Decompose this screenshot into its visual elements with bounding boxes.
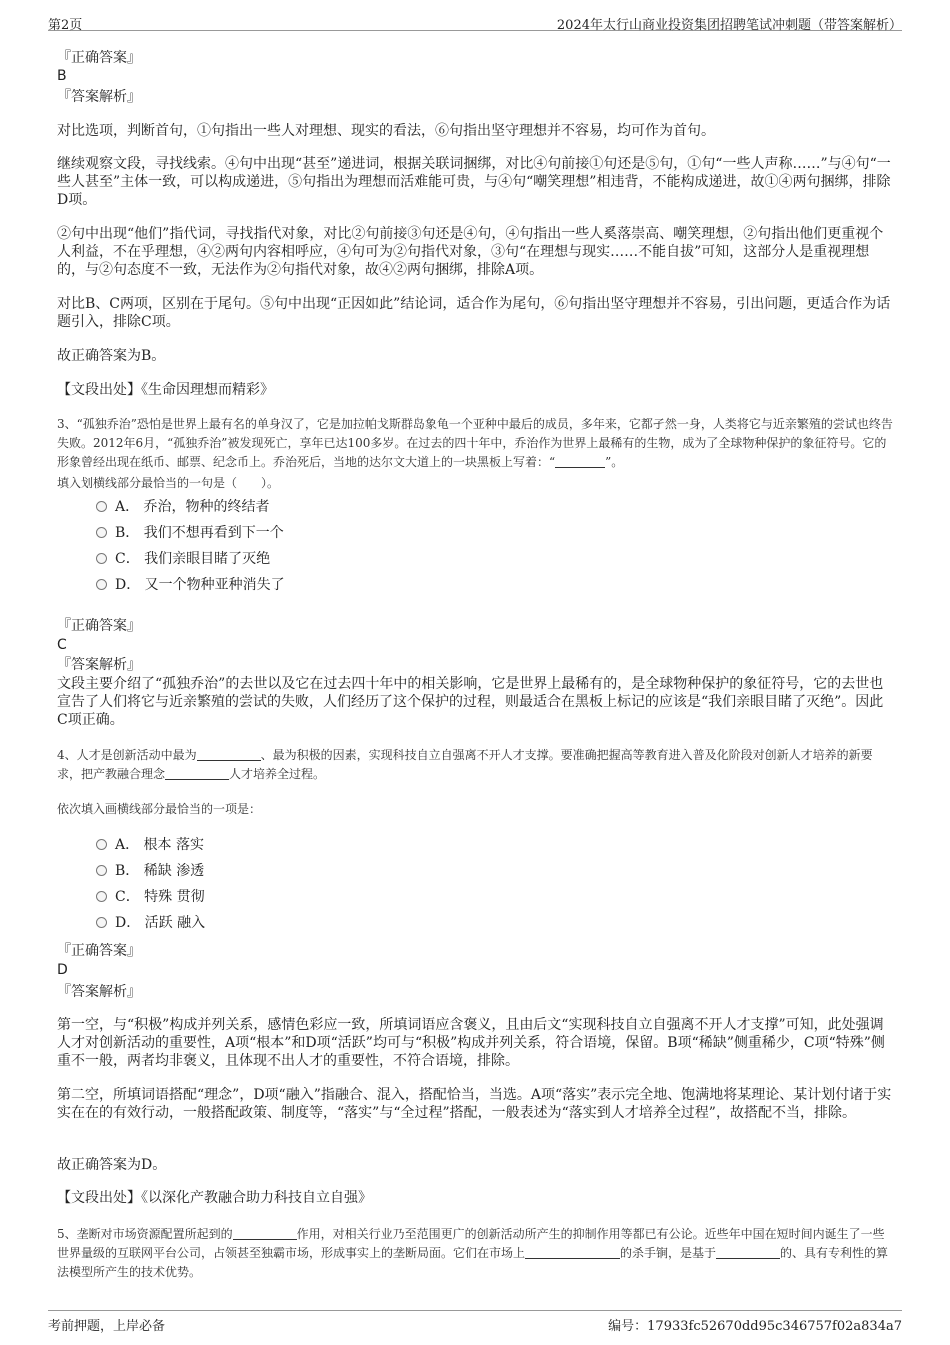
radio-icon[interactable] (96, 891, 107, 902)
analysis-paragraph: ②句中出现“他们”指代词，寻找指代对象，对比②句前接③句还是④句，④句指出一些人奚落崇高、嘲笑理想，②句指出他们更重视个人利益，不在乎理想，④②两句内容相呼应，④句可为②句指代对象，③句“在理想与现实……不能自拔”可知，这部分人是重视理想的，与②句态度不一致，无法作为②句指代对象，故④②两句捆绑，排除A项。 (57, 226, 884, 278)
radio-icon[interactable] (96, 917, 107, 928)
conclusion: 故正确答案为D。 (57, 1157, 167, 1173)
question-instruction: 依次填入画横线部分最恰当的一项是： (57, 802, 262, 816)
source-citation: 【文段出处】《以深化产教融合助力科技自立自强》 (57, 1190, 372, 1206)
answer-value: B (57, 68, 67, 84)
radio-icon[interactable] (96, 839, 107, 850)
option-b[interactable]: B． 我们不想再看到下一个 (96, 524, 284, 542)
option-c[interactable]: C． 特殊 贯彻 (96, 888, 205, 906)
answer-label: 『正确答案』 (57, 618, 141, 634)
footer-slogan: 考前押题，上岸必备 (48, 1319, 166, 1334)
question-stem: 4、人才是创新活动中最为 、最为积极的因素，实现科技自立自强离不开人才支撑。要准确把握高等教育进入普及化阶段对创新人才培养的新要求，把产教融合理念 人才培养全过程。 (57, 748, 873, 781)
analysis-label: 『答案解析』 (57, 657, 141, 673)
page-footer (48, 1310, 902, 1333)
page-header (48, 12, 902, 31)
source-citation: 【文段出处】《生命因理想而精彩》 (57, 382, 274, 398)
radio-icon[interactable] (96, 501, 107, 512)
option-b[interactable]: B． 稀缺 渗透 (96, 862, 204, 880)
radio-icon[interactable] (96, 579, 107, 590)
analysis-paragraph: 继续观察文段，寻找线索。④句中出现“甚至”递进词，根据关联词捆绑，对比④句前接①句还是⑤句，①句“一些人声称……”与④句“一些人甚至”主体一致，可以构成递进，⑤句指出为理想而活难能可贵，与④句“嘲笑理想”相违背，不能构成递进，故①④两句捆绑，排除D项。 (57, 156, 891, 208)
radio-icon[interactable] (96, 527, 107, 538)
option-c[interactable]: C． 我们亲眼目睹了灭绝 (96, 550, 270, 568)
answer-label: 『正确答案』 (57, 943, 141, 959)
page-number: 第2页 (48, 18, 83, 33)
option-d[interactable]: D． 又一个物种亚种消失了 (96, 576, 285, 594)
analysis-paragraph: 第一空，与“积极”构成并列关系，感情色彩应一致，所填词语应含褒义，且由后文“实现科技自立自强离不开人才支撑”可知，此处强调人才对创新活动的重要性，A项“根本”和D项“活跃”均可与“积极”构成并列关系，符合语境，保留。B项“稀缺”侧重稀少，C项“特殊”侧重不一般，两者均非褒义，且体现不出人才的重要性，不符合语境，排除。 (57, 1017, 885, 1069)
radio-icon[interactable] (96, 553, 107, 564)
conclusion: 故正确答案为B。 (57, 348, 166, 364)
radio-icon[interactable] (96, 865, 107, 876)
answer-value: D (57, 962, 68, 978)
option-a[interactable]: A． 根本 落实 (96, 836, 204, 854)
question-stem: 5、垄断对市场资源配置所起到的 作用，对相关行业乃至范围更广的创新活动所产生的抑制作用等都已有公论。近些年中国在短时间内诞生了一些世界量级的互联网平台公司，占领甚至独霸市场，形成事实上的垄断局面。它们在市场上 的杀手锏，是基于 的、具有专利性的算法模型所产生的技术优势。 (57, 1227, 889, 1279)
option-d[interactable]: D． 活跃 融入 (96, 914, 205, 932)
question-stem: 3、“孤独乔治”恐怕是世界上最有名的单身汉了，它是加拉帕戈斯群岛象龟一个亚种中最后的成员，多年来，它都孑然一身，人类将它与近亲繁殖的尝试也终告失败。2012年6月，“孤独乔治”被发现死亡，享年已达100多岁。在过去的四十年中，乔治作为世界上最稀有的生物，成为了全球物种保护的象征符号。它的形象曾经出现在纸币、邮票、纪念币上。乔治死后，当地的达尔文大道上的一块黑板上写着：“ ”。 (57, 417, 893, 469)
question-instruction: 填入划横线部分最恰当的一句是（ ）。 (57, 476, 280, 490)
answer-label: 『正确答案』 (57, 50, 141, 66)
analysis-paragraph: 对比B、C两项，区别在于尾句。⑤句中出现“正因如此”结论词，适合作为尾句，⑥句指出坚守理想并不容易，引出问题，更适合作为话题引入，排除C项。 (57, 296, 891, 330)
analysis-paragraph: 对比选项，判断首句，①句指出一些人对理想、现实的看法，⑥句指出坚守理想并不容易，均可作为首句。 (57, 123, 715, 139)
analysis-paragraph: 第二空，所填词语搭配“理念”，D项“融入”指融合、混入，搭配恰当，当选。A项“落实”表示完全地、饱满地将某理论、某计划付诸于实实在在的有效行动，一般搭配政策、制度等，“落实”与“全过程”搭配，一般表述为“落实到人才培养全过程”，故搭配不当，排除。 (57, 1087, 892, 1121)
document-code: 编号：17933fc52670dd95c346757f02a834a7 (608, 1319, 902, 1334)
analysis-paragraph: 文段主要介绍了“孤独乔治”的去世以及它在过去四十年中的相关影响，它是世界上最稀有的，是全球物种保护的象征符号，它的去世也宣告了人们将它与近亲繁殖的尝试的失败，人们经历了这个保护的过程，则最适合在黑板上标记的应该是“我们亲眼目睹了灭绝”。因此C项正确。 (57, 676, 884, 728)
analysis-label: 『答案解析』 (57, 89, 141, 105)
document-title: 2024年太行山商业投资集团招聘笔试冲刺题（带答案解析） (556, 18, 902, 33)
analysis-label: 『答案解析』 (57, 984, 141, 1000)
answer-value: C (57, 637, 67, 653)
option-a[interactable]: A． 乔治，物种的终结者 (96, 498, 270, 516)
